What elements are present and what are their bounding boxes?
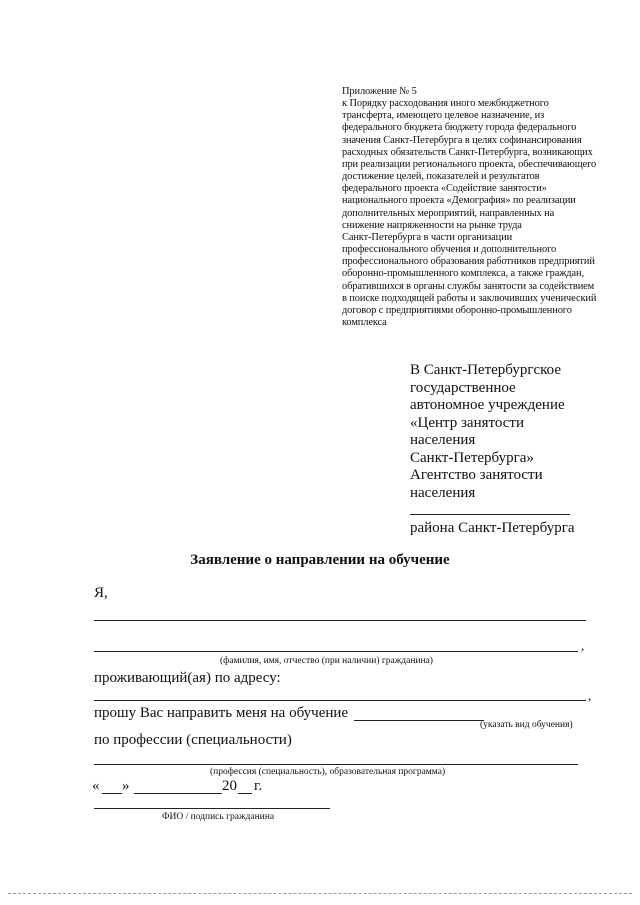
addressee-line: населения bbox=[410, 432, 476, 448]
appendix-line: профессионального обучения и дополнительного bbox=[342, 244, 557, 256]
i-label: Я, bbox=[94, 585, 108, 601]
appendix-line: дополнительных мероприятий, направленных на bbox=[342, 207, 555, 219]
date-day-line[interactable] bbox=[102, 793, 122, 794]
appendix-line: в поиске подходящей работы и заключивших ученический bbox=[342, 292, 597, 304]
district-blank-line[interactable] bbox=[410, 502, 570, 515]
name-caption: (фамилия, имя, отчество (при наличии) гражданина) bbox=[220, 656, 433, 666]
date-year-line[interactable] bbox=[238, 793, 252, 794]
addressee-line: «Центр занятости bbox=[410, 414, 524, 431]
appendix-line: оборонно-промышленного комплекса, а также граждан, bbox=[342, 268, 584, 280]
signature-caption: ФИО / подпись гражданина bbox=[162, 812, 275, 822]
date-year-suffix: г. bbox=[254, 778, 263, 794]
addressee-line: автономное учреждение bbox=[410, 397, 565, 413]
address-comma: , bbox=[588, 688, 592, 703]
addressee-line: В Санкт-Петербургское bbox=[410, 362, 562, 378]
signature-line[interactable] bbox=[94, 808, 330, 809]
appendix-line: трансферта, имеющего целевое назначение, из bbox=[342, 110, 545, 122]
appendix-line: к Порядку расходования иного межбюджетного bbox=[342, 98, 549, 110]
address-line[interactable] bbox=[94, 700, 586, 701]
date-open-quote: « bbox=[92, 778, 100, 794]
appendix-line: федерального бюджета бюджету города федерального bbox=[342, 122, 577, 134]
date-close-quote: » bbox=[122, 778, 130, 794]
name-comma: , bbox=[581, 638, 585, 653]
date-month-line[interactable] bbox=[134, 793, 222, 794]
training-type-line[interactable] bbox=[354, 720, 484, 721]
appendix-line: Санкт-Петербурга в части организации bbox=[342, 231, 513, 243]
appendix-line: федерального проекта «Содействие занятости» bbox=[342, 183, 547, 195]
training-caption: (указать вид обучения) bbox=[480, 720, 573, 730]
appendix-line: при реализации регионального проекта, обеспечивающего bbox=[342, 158, 597, 170]
address-label: проживающий(ая) по адресу: bbox=[94, 670, 281, 686]
addressee-line: населения bbox=[410, 484, 476, 501]
addressee-line: Агентство занятости bbox=[410, 467, 543, 483]
appendix-line: национального проекта «Демография» по реализации bbox=[342, 195, 576, 207]
addressee-district: района Санкт-Петербурга bbox=[410, 520, 575, 536]
profession-caption: (профессия (специальность), образовательная программа) bbox=[210, 767, 446, 777]
appendix-line: договор с предприятиями оборонно-промышленного bbox=[342, 304, 572, 316]
appendix-line: расходных обязательств Санкт-Петербурга, возникающих bbox=[342, 146, 593, 158]
name-line-2[interactable] bbox=[94, 651, 578, 652]
appendix-line: профессионального образования работников предприятий bbox=[342, 256, 595, 268]
profession-line[interactable] bbox=[94, 764, 578, 765]
appendix-line: обратившихся в органы службы занятости за содействием bbox=[342, 280, 595, 292]
page-bottom-edge bbox=[8, 893, 632, 894]
appendix-line: значения Санкт-Петербурга в целях софинансирования bbox=[342, 134, 582, 146]
request-label: прошу Вас направить меня на обучение bbox=[94, 705, 349, 721]
appendix-header bbox=[342, 86, 597, 329]
addressee-line: Санкт-Петербурга» bbox=[410, 449, 534, 466]
appendix-line: комплекса bbox=[342, 316, 387, 328]
appendix-line: достижение целей, показателей и результатов bbox=[342, 171, 540, 183]
appendix-line: Приложение № 5 bbox=[342, 86, 417, 97]
appendix-line: снижение напряженности на рынке труда bbox=[342, 219, 522, 231]
profession-label: по профессии (специальности) bbox=[94, 732, 292, 748]
page-title: Заявление о направлении на обучение bbox=[190, 552, 450, 568]
name-line-1[interactable] bbox=[94, 620, 586, 621]
addressee-line: государственное bbox=[410, 379, 516, 396]
date-year-prefix: 20 bbox=[222, 778, 237, 794]
addressee-block bbox=[410, 362, 610, 538]
